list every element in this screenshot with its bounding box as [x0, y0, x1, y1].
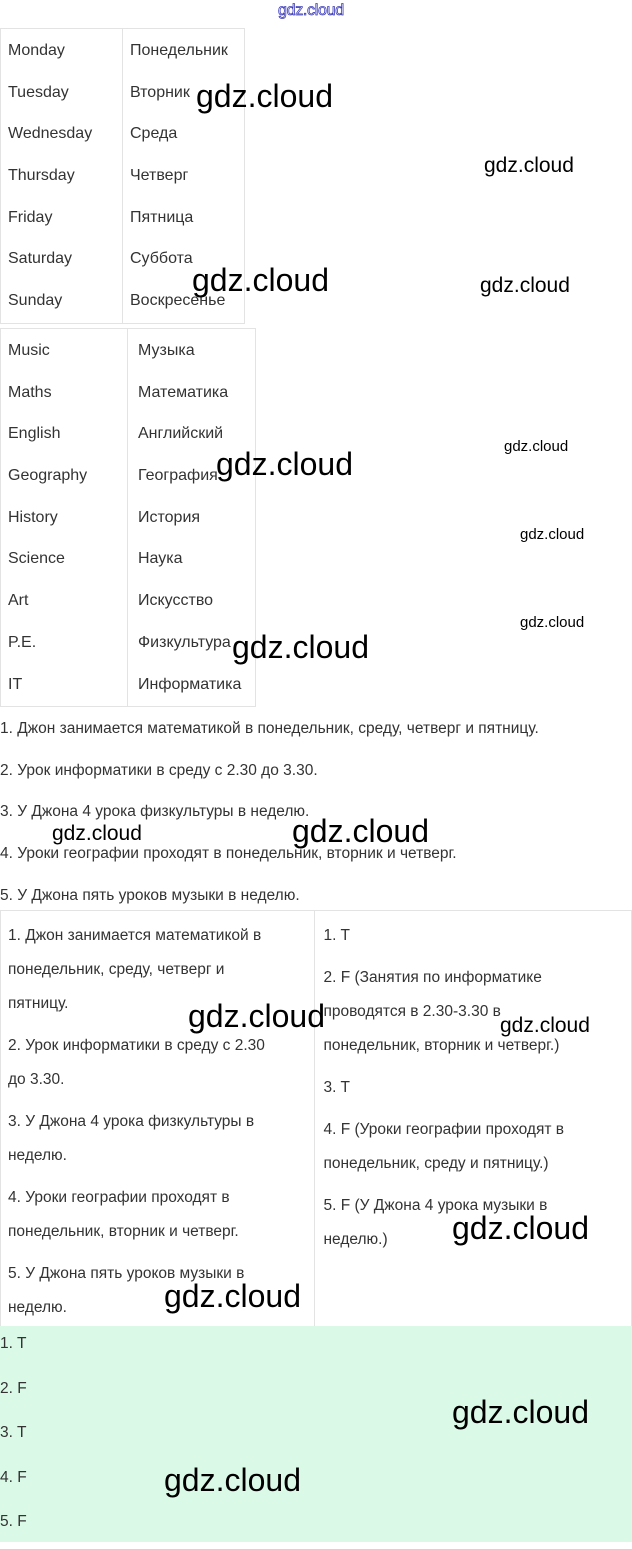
- statement-item: 3. У Джона 4 урока физкультуры в неделю.: [0, 803, 310, 821]
- answer-statement: [8, 1105, 307, 1173]
- subject-english: IT: [8, 675, 23, 693]
- watermark: gdz.cloud: [484, 154, 574, 177]
- answer-verdict: [323, 961, 623, 1063]
- subject-english: Music: [8, 342, 50, 359]
- subject-russian: Информатика: [138, 675, 242, 693]
- subject-russian: Наука: [138, 550, 183, 568]
- answer-statement-line: понедельник, вторник и четверг.: [8, 1223, 239, 1240]
- answer-verdict-line: 5. F (У Джона 4 урока музыки в: [323, 1197, 548, 1214]
- watermark: gdz.cloud: [164, 1462, 301, 1498]
- answer-statement-line: 4. Уроки географии проходят в: [8, 1189, 230, 1206]
- watermark: gdz.cloud: [52, 822, 142, 845]
- day-russian: Пятница: [130, 208, 194, 226]
- answer-verdict-line: понедельник, среду и пятницу.): [323, 1155, 549, 1172]
- answer-statement-line: до 3.30.: [8, 1071, 65, 1088]
- answer-statement-line: неделю.: [8, 1299, 67, 1316]
- day-english: Tuesday: [8, 83, 69, 101]
- answer-statement-line: 3. У Джона 4 урока физкультуры в: [8, 1113, 255, 1130]
- statement-item: 1. Джон занимается математикой в понедельник, среду, четверг и пятницу.: [0, 720, 539, 737]
- subject-russian: Математика: [138, 383, 229, 401]
- watermark: gdz.cloud: [232, 629, 369, 665]
- watermark: gdz.cloud: [164, 1278, 301, 1314]
- answer-verdict-line: 2. F (Занятия по информатике: [323, 969, 542, 986]
- watermark: gdz.cloud: [520, 614, 585, 631]
- answer-verdict-line: 3. T: [323, 1079, 350, 1096]
- watermark: gdz.cloud: [188, 998, 325, 1034]
- answers-table: [0, 910, 632, 1334]
- statement-item: 2. Урок информатики в среду с 2.30 до 3.30.: [0, 761, 318, 779]
- subject-english: P.E.: [8, 633, 37, 651]
- answer-statement-line: неделю.: [8, 1147, 67, 1164]
- top-watermark: gdz.cloud: [278, 2, 344, 19]
- watermark: gdz.cloud: [500, 1014, 590, 1037]
- watermark: gdz.cloud: [504, 438, 569, 455]
- answers-verdicts-column: [315, 911, 632, 1334]
- day-russian: Четверг: [130, 167, 189, 185]
- answer-statement: [8, 1181, 307, 1249]
- subject-english: Maths: [8, 383, 52, 401]
- day-russian: Воскресенье: [130, 292, 226, 310]
- statement-item: 5. У Джона пять уроков музыки в неделю.: [0, 886, 300, 904]
- day-russian: Среда: [130, 125, 178, 143]
- day-english: Friday: [8, 208, 53, 226]
- final-answer: 2. F: [0, 1379, 27, 1397]
- watermark: gdz.cloud: [192, 262, 329, 298]
- subject-english: Science: [8, 550, 65, 568]
- final-answer: 3. T: [0, 1424, 27, 1442]
- day-english: Thursday: [8, 167, 75, 185]
- final-answer: 5. F: [0, 1513, 27, 1531]
- subject-english: English: [8, 425, 61, 443]
- watermark: gdz.cloud: [480, 274, 570, 297]
- subject-russian: Английский: [138, 425, 224, 443]
- day-english: Saturday: [8, 250, 73, 268]
- day-russian: Суббота: [130, 250, 193, 268]
- statement-item: 4. Уроки географии проходят в понедельник, вторник и четверг.: [0, 845, 457, 863]
- answer-statement-line: 5. У Джона пять уроков музыки в: [8, 1265, 245, 1282]
- answer-verdict-line: понедельник, вторник и четверг.): [323, 1037, 560, 1054]
- watermark: gdz.cloud: [452, 1210, 589, 1246]
- answer-statement: [8, 1029, 307, 1097]
- answer-verdict: [323, 1113, 623, 1181]
- subjects-english-column: [1, 329, 128, 707]
- answers-statements-column: [1, 911, 315, 1334]
- watermark: gdz.cloud: [196, 78, 333, 114]
- watermark: gdz.cloud: [216, 446, 353, 482]
- answer-verdict: [323, 1071, 623, 1105]
- watermark: gdz.cloud: [452, 1394, 589, 1430]
- answer-statement-line: 2. Урок информатики в среду с 2.30: [8, 1037, 265, 1054]
- subject-english: History: [8, 508, 58, 526]
- day-english: Monday: [8, 42, 65, 59]
- days-english-column: [1, 29, 123, 324]
- final-answer: 1. T: [0, 1335, 27, 1352]
- day-english: Wednesday: [8, 125, 93, 143]
- subject-russian: Музыка: [138, 342, 195, 359]
- subject-russian: Искусство: [138, 592, 214, 610]
- answer-statement-line: пятницу.: [8, 995, 69, 1012]
- day-russian: Вторник: [130, 83, 190, 101]
- answer-verdict-line: 1. T: [323, 927, 350, 944]
- day-russian: Понедельник: [130, 42, 228, 59]
- subject-english: Geography: [8, 467, 88, 485]
- subject-russian: История: [138, 508, 201, 526]
- watermark: gdz.cloud: [520, 526, 585, 543]
- final-answers-block: [0, 1326, 632, 1542]
- answer-verdict-line: неделю.): [323, 1231, 388, 1248]
- subject-english: Art: [8, 592, 29, 610]
- watermark: gdz.cloud: [292, 813, 429, 849]
- final-answer: 4. F: [0, 1468, 27, 1486]
- answer-verdict: [323, 919, 623, 953]
- answer-statement-line: понедельник, среду, четверг и: [8, 961, 225, 978]
- answer-verdict-line: проводятся в 2.30-3.30 в: [323, 1003, 501, 1020]
- subjects-table: [0, 328, 256, 707]
- day-english: Sunday: [8, 292, 63, 310]
- answer-statement-line: 1. Джон занимается математикой в: [8, 927, 262, 944]
- subject-russian: География: [138, 467, 218, 485]
- answer-verdict-line: 4. F (Уроки географии проходят в: [323, 1121, 565, 1138]
- subject-russian: Физкультура: [138, 633, 231, 651]
